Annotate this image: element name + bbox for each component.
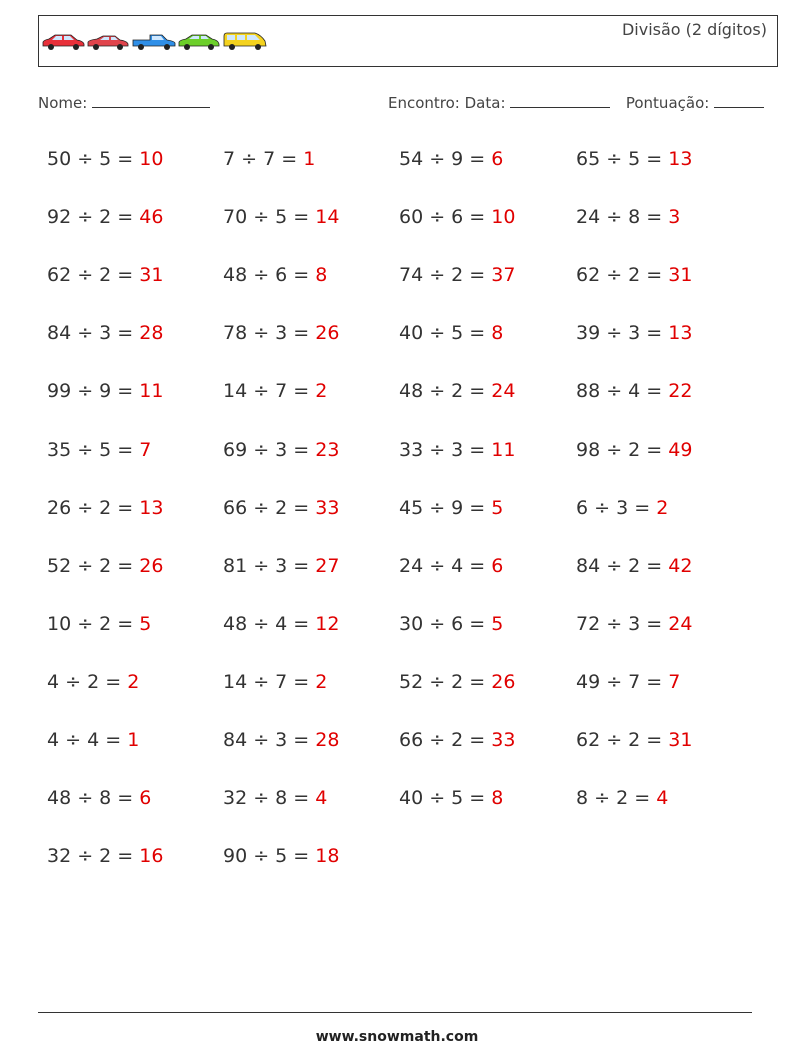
- problem-question: 66 ÷ 2 =: [399, 729, 492, 751]
- problem-item: [47, 845, 163, 867]
- problem-question: 10 ÷ 2 =: [47, 612, 140, 635]
- problem-question: 62 ÷ 2 =: [47, 264, 140, 287]
- encounter-date-label: Encontro: Data:: [388, 94, 506, 112]
- problem-item: [47, 380, 163, 402]
- problem-question: 92 ÷ 2 =: [47, 206, 140, 229]
- problem-item: [399, 380, 515, 402]
- problem-answer: 2: [315, 380, 328, 403]
- problem-item: [576, 264, 692, 286]
- problem-answer: 24: [491, 380, 516, 403]
- problem-item: [399, 206, 515, 228]
- problem-answer: 2: [656, 496, 669, 519]
- problem-question: 33 ÷ 3 =: [399, 438, 492, 461]
- problem-item: [399, 148, 503, 170]
- problem-item: [223, 613, 339, 635]
- footer-url: www.snowmath.com: [315, 1029, 479, 1045]
- problem-question: 62 ÷ 2 =: [576, 729, 669, 751]
- problem-question: 40 ÷ 5 =: [399, 787, 492, 810]
- problem-answer: 31: [668, 729, 693, 751]
- problem-item: [223, 555, 339, 577]
- problem-question: 66 ÷ 2 =: [223, 496, 316, 519]
- problem-answer: 26: [139, 554, 164, 577]
- red-sedan-icon: [88, 36, 128, 50]
- problem-item: [576, 671, 680, 693]
- problem-answer: 26: [491, 670, 516, 693]
- problem-question: 52 ÷ 2 =: [47, 554, 140, 577]
- problem-item: [576, 497, 668, 519]
- problem-item: [47, 613, 151, 635]
- problem-item: [223, 264, 327, 286]
- problem-answer: 6: [491, 148, 504, 170]
- name-label: Nome:: [38, 94, 88, 112]
- problem-question: 52 ÷ 2 =: [399, 670, 492, 693]
- problem-answer: 31: [668, 264, 693, 287]
- problem-answer: 6: [139, 787, 152, 810]
- problem-question: 4 ÷ 2 =: [47, 670, 128, 693]
- problem-item: [47, 497, 163, 519]
- problem-answer: 28: [139, 322, 164, 345]
- problem-question: 74 ÷ 2 =: [399, 264, 492, 287]
- red-car-icon: [43, 35, 84, 50]
- problem-question: 81 ÷ 3 =: [223, 554, 316, 577]
- problem-item: [399, 497, 503, 519]
- problem-item: [223, 497, 339, 519]
- problem-item: [223, 671, 327, 693]
- problem-item: [576, 206, 680, 228]
- problem-item: [223, 148, 315, 170]
- problem-answer: 14: [315, 206, 340, 229]
- problem-question: 72 ÷ 3 =: [576, 612, 669, 635]
- problem-item: [223, 322, 339, 344]
- problem-answer: 5: [491, 496, 504, 519]
- problem-item: [399, 787, 503, 809]
- problem-answer: 16: [139, 845, 164, 868]
- problem-answer: 1: [303, 148, 316, 170]
- problem-item: [47, 671, 139, 693]
- problem-item: [576, 555, 692, 577]
- problem-answer: 13: [668, 322, 693, 345]
- name-blank[interactable]: [92, 93, 210, 108]
- problem-question: 14 ÷ 7 =: [223, 380, 316, 403]
- problem-question: 84 ÷ 2 =: [576, 554, 669, 577]
- name-row: [38, 93, 210, 112]
- problem-question: 14 ÷ 7 =: [223, 670, 316, 693]
- problem-answer: 8: [491, 787, 504, 810]
- problem-item: [399, 439, 515, 461]
- problem-answer: 12: [315, 612, 340, 635]
- problem-question: 26 ÷ 2 =: [47, 496, 140, 519]
- problem-answer: 2: [127, 670, 140, 693]
- problem-question: 48 ÷ 6 =: [223, 264, 316, 287]
- encounter-row: [388, 93, 764, 112]
- problem-question: 32 ÷ 2 =: [47, 845, 140, 868]
- problem-question: 50 ÷ 5 =: [47, 148, 140, 170]
- problem-answer: 42: [668, 554, 693, 577]
- problem-item: [399, 613, 503, 635]
- problem-answer: 4: [315, 787, 328, 810]
- score-label: Pontuação:: [625, 94, 710, 112]
- problem-question: 49 ÷ 7 =: [576, 670, 669, 693]
- problem-question: 48 ÷ 8 =: [47, 787, 140, 810]
- problem-question: 65 ÷ 5 =: [576, 148, 669, 170]
- problem-item: [47, 206, 163, 228]
- problem-item: [47, 264, 163, 286]
- problem-question: 7 ÷ 7 =: [223, 148, 304, 170]
- problem-question: 98 ÷ 2 =: [576, 438, 669, 461]
- problem-item: [576, 380, 692, 402]
- problem-question: 45 ÷ 9 =: [399, 496, 492, 519]
- problem-question: 32 ÷ 8 =: [223, 787, 316, 810]
- problem-answer: 37: [491, 264, 516, 287]
- problem-item: [47, 322, 163, 344]
- problem-answer: 13: [668, 148, 693, 170]
- problem-question: 62 ÷ 2 =: [576, 264, 669, 287]
- problem-answer: 33: [491, 729, 516, 751]
- problem-question: 54 ÷ 9 =: [399, 148, 492, 170]
- problem-item: [223, 439, 339, 461]
- problem-item: [576, 148, 692, 170]
- problem-answer: 11: [491, 438, 516, 461]
- problem-answer: 10: [491, 206, 516, 229]
- problem-item: [223, 787, 327, 809]
- problem-answer: 6: [491, 554, 504, 577]
- problem-item: [576, 613, 692, 635]
- problem-item: [47, 787, 151, 809]
- score-blank[interactable]: [714, 93, 764, 108]
- problem-question: 24 ÷ 4 =: [399, 554, 492, 577]
- problem-item: [47, 729, 139, 751]
- problem-answer: 33: [315, 496, 340, 519]
- problem-answer: 22: [668, 380, 693, 403]
- problem-question: 8 ÷ 2 =: [576, 787, 657, 810]
- problem-item: [576, 787, 668, 809]
- green-car-icon: [179, 35, 219, 50]
- problem-item: [399, 264, 515, 286]
- problem-question: 88 ÷ 4 =: [576, 380, 669, 403]
- problem-answer: 1: [127, 729, 140, 751]
- problem-item: [47, 555, 163, 577]
- worksheet-title: Divisão (2 dígitos): [621, 20, 767, 39]
- problem-answer: 3: [668, 206, 681, 229]
- problem-answer: 23: [315, 438, 340, 461]
- problem-question: 84 ÷ 3 =: [47, 322, 140, 345]
- problem-answer: 7: [668, 670, 681, 693]
- problem-question: 69 ÷ 3 =: [223, 438, 316, 461]
- problem-item: [47, 148, 163, 170]
- yellow-van-icon: [224, 33, 266, 50]
- problem-answer: 8: [491, 322, 504, 345]
- problem-question: 70 ÷ 5 =: [223, 206, 316, 229]
- problem-item: [399, 729, 515, 751]
- cars-icon-strip: [41, 32, 271, 52]
- problem-question: 40 ÷ 5 =: [399, 322, 492, 345]
- problem-answer: 46: [139, 206, 164, 229]
- problem-question: 6 ÷ 3 =: [576, 496, 657, 519]
- footer-divider: [38, 1012, 752, 1013]
- problem-answer: 10: [139, 148, 164, 170]
- problem-item: [47, 439, 151, 461]
- problem-item: [399, 555, 503, 577]
- problem-item: [576, 439, 692, 461]
- problem-item: [223, 380, 327, 402]
- problem-answer: 24: [668, 612, 693, 635]
- date-blank[interactable]: [510, 93, 610, 108]
- problem-answer: 18: [315, 845, 340, 868]
- header-box: [38, 15, 778, 67]
- problem-item: [399, 671, 515, 693]
- problem-answer: 26: [315, 322, 340, 345]
- problem-item: [223, 845, 339, 867]
- problem-question: 48 ÷ 4 =: [223, 612, 316, 635]
- problem-item: [576, 322, 692, 344]
- problem-answer: 11: [139, 380, 164, 403]
- problem-item: [223, 729, 339, 751]
- problem-item: [576, 729, 692, 751]
- problem-question: 60 ÷ 6 =: [399, 206, 492, 229]
- problem-question: 78 ÷ 3 =: [223, 322, 316, 345]
- problem-answer: 7: [139, 438, 152, 461]
- problem-question: 48 ÷ 2 =: [399, 380, 492, 403]
- problem-answer: 28: [315, 729, 340, 751]
- problem-answer: 13: [139, 496, 164, 519]
- problem-answer: 5: [491, 612, 504, 635]
- problem-question: 39 ÷ 3 =: [576, 322, 669, 345]
- problem-question: 35 ÷ 5 =: [47, 438, 140, 461]
- problem-answer: 2: [315, 670, 328, 693]
- problem-question: 4 ÷ 4 =: [47, 729, 128, 751]
- problem-answer: 8: [315, 264, 328, 287]
- problem-question: 30 ÷ 6 =: [399, 612, 492, 635]
- problem-item: [223, 206, 339, 228]
- problem-answer: 5: [139, 612, 152, 635]
- problem-answer: 4: [656, 787, 669, 810]
- problem-item: [399, 322, 503, 344]
- problem-answer: 27: [315, 554, 340, 577]
- problem-question: 90 ÷ 5 =: [223, 845, 316, 868]
- problem-answer: 49: [668, 438, 693, 461]
- problem-answer: 31: [139, 264, 164, 287]
- blue-pickup-icon: [133, 35, 175, 50]
- problem-question: 84 ÷ 3 =: [223, 729, 316, 751]
- problem-question: 24 ÷ 8 =: [576, 206, 669, 229]
- problem-question: 99 ÷ 9 =: [47, 380, 140, 403]
